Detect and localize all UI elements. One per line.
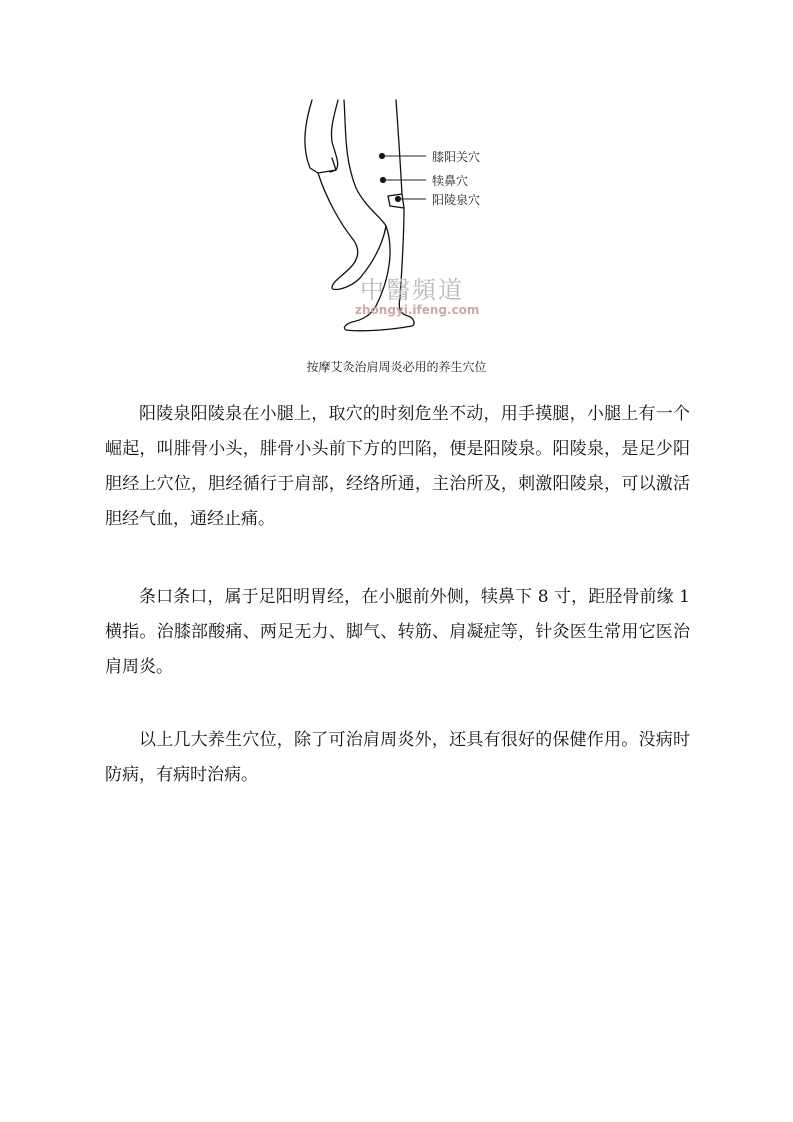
leg-acupoint-figure xyxy=(290,98,510,334)
paragraph-yanglingquan: 阳陵泉阳陵泉在小腿上，取穴的时刻危坐不动，用手摸腿，小腿上有一个崛起，叫腓骨小头，腓骨小头前下方的凹陷，便是阳陵泉。阳陵泉，是足少阳胆经上穴位，胆经循行于肩部，经络所通，主治所及，刺激阳陵泉，可以激活胆经气血，通经止痛。 xyxy=(105,404,690,529)
paragraph-summary: 以上几大养生穴位，除了可治肩周炎外，还具有很好的保健作用。没病时防病，有病时治病。 xyxy=(105,730,690,785)
label-dubi: 犊鼻穴 xyxy=(432,174,469,188)
watermark-url: zhongyi.ifeng.com xyxy=(355,303,480,317)
leg-illustration xyxy=(290,98,510,334)
figure-caption: 按摩艾灸治肩周炎必用的养生穴位 xyxy=(306,360,487,374)
watermark-chinese: 中醫頻道 xyxy=(360,276,464,304)
paragraph-tiaokou: 条口条口，属于足阳明胃经，在小腿前外侧，犊鼻下 8 寸，距胫骨前缘 1 横指。治膝部酸痛、两足无力、脚气、转筋、肩凝症等，针灸医生常用它医治肩周炎。 xyxy=(105,587,690,677)
label-yanglingquan: 阳陵泉穴 xyxy=(432,193,481,207)
label-xiyangguan: 膝阳关穴 xyxy=(432,150,481,164)
